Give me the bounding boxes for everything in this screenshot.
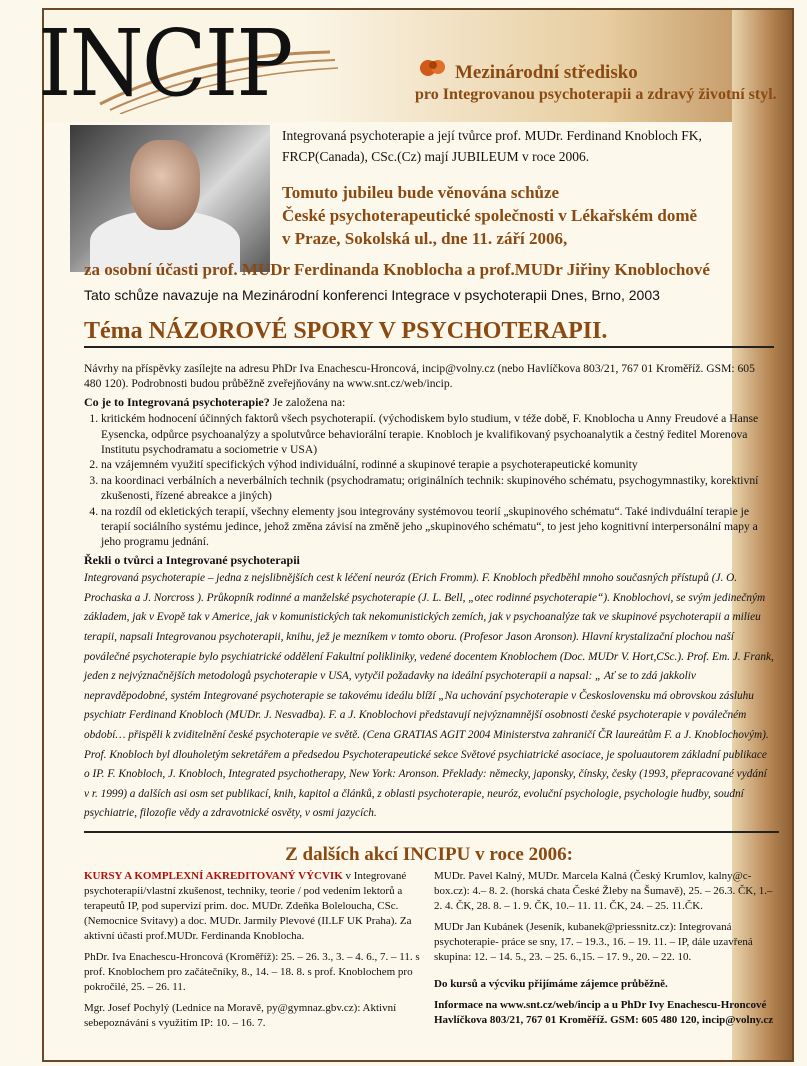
contact-info: Informace na www.snt.cz/web/incip a u PhDr Ivy Enachescu-Hroncové Havlíčkova 803/21, 767 01 Kroměříž. GSM: 605 480 120, incip@volny.cz <box>434 999 774 1026</box>
biography-text: Prof. Knobloch byl dlouholetým sekretářem a předsedou Psychoterapeutické sekce Světové psychiatrické asociace, je spoluautorem základní publikace o IP. F. Knobloch, J. Knobloch, Integrated psychotherapy, New York: Aronson. Překlady: německy, japonsky, čínsky, česky (1993, přepracované vydání v r. 1999) a dalších asi osm set publikací, knih, kapitol a článků, z oblasti psychoterapie, neuróz, evoluční psychologie, psychologie hudby, soudní psychiatrie, filozofie vědy a zdravotnické osvěty, v osmi jazycích. <box>84 748 767 820</box>
event-item: PhDr. Iva Enachescu-Hroncová (Kroměříž): 25. – 26. 3., 3. – 4. 6., 7. – 11. s prof. Knoblochem pro začátečníky, 8., 14. – 18. 8. s prof. Knoblochem pro pokročilé, 25. – 26. 11. <box>84 951 420 993</box>
photo-face <box>130 140 200 230</box>
jubilee-line-3: v Praze, Sokolská ul., dne 11. září 2006, <box>282 229 568 248</box>
list-item: 4. na rozdíl od ekletických terapií, všechny elementy jsou integrovány systémovou teorií „skupinového schématu“. Také indivduální terapie je terapií sociálního systému jedince, jehož změna závisí na změně jeho „skupinového schématu“, to jest jeho kognitivní interpersonální mapy a jeho programu jednání. <box>101 504 774 550</box>
list-item: 2. na vzájemném využití specifických výhod individuální, rodinné a skupinové terapie a psychoterapeutické komunity <box>101 457 774 472</box>
list-item: 1. kritickém hodnocení účinných faktorů všech psychoterapií. (východiskem bylo studium, v téže době, F. Knoblocha u Anny Freudové a Hanse Eysencka, odpůrce psychoanalýzy a spolutvůrce behaviorální terapie. Knobloch je kvalifikovaný psychoanalytik a čestný ředitel Morenova Institutu psychodramatu a sociometrie v USA) <box>101 411 774 457</box>
what-list <box>84 411 774 550</box>
what-heading-bold: Co je to Integrovaná psychoterapie? <box>84 394 270 409</box>
org-title: Mezinárodní středisko <box>455 62 638 83</box>
divider <box>84 831 779 833</box>
events-left-column <box>84 869 422 1037</box>
jubilee-line-1: Tomuto jubileu bude věnována schůze <box>282 183 560 202</box>
topic-heading: Téma NÁZOROVÉ SPORY V PSYCHOTERAPII. <box>84 318 774 348</box>
list-item: 3. na koordinaci verbálních a neverbálních technik (psychodramatu; originálních technik: skupinového schématu, psychogymnastiky, korektivní zkušenosti, řízené abreakce a jiných) <box>101 473 774 504</box>
said-heading: Řekli o tvůrci a Integrované psychoterapii <box>84 552 300 567</box>
incip-logo: INCIP <box>38 10 292 117</box>
jubilee-announcement <box>282 181 782 250</box>
conference-note: Tato schůze navazuje na Mezinárodní konferenci Integrace v psychoterapii Dnes, Brno, 2003 <box>84 287 660 303</box>
events-right-column <box>434 869 780 1034</box>
enrollment-note: Do kursů a výcviku přijímáme zájemce průběžně. <box>434 978 668 990</box>
courses-text: v Integrované psychoterapii/vlastní zkušenost, techniky, teorie / pod vedením lektorů a terapeutů IP, pod supervizí prim. doc. MUDr. Zdeňka Boleloucha, CSc. (Nemocnice Svitavy) a doc. MUDr. Jarmily Plevové (II.LF UK Praha). Za aktivní účasti prof.MUDr. Ferdinanda Knoblocha. <box>84 870 412 942</box>
event-item: Mgr. Josef Pochylý (Lednice na Moravě, py@gymnaz.gbv.cz): Aktivní sebepoznávání s využitím IP: 10. – 16. 7. <box>84 1002 397 1029</box>
org-subtitle: pro Integrovanou psychoterapii a zdravý životní styl. <box>415 86 777 103</box>
courses-paragraph <box>84 869 422 944</box>
main-body <box>84 361 774 824</box>
quotes-text: Integrovaná psychoterapie – jedna z nejslibnějších cest k léčení neuróz (Erich Fromm). F. Knobloch předběhl mnoho současných přístupů (J. O. Prochaska a J. Norcross ). Průkopník rodinné a manželské psychoterapie (J. L. Bell, „otec rodinné psychoterapie“). Knoblochovi, se svým jedinečným základem, jak v Evopě tak v Americe, jak v komunistických tak nekomunistických zemích, jak v psychoanalýze tak ve skupinové psychoterapii a milieu terapii, napsali Integrovanou psychoterapii, knihu, jež je mezníkem v tomto oboru. (Profesor Jason Aronson). Hlavní krystalizační plochou naší poválečné psychoterapie bylo psychiatrické oddělení Fakultní polikliniky, vedené docentem Knoblochem (Doc. MUDr V. Hort,CSc.). Prof. Em. J. Frank, jeden z nejvýznačnějších metodologů psychoterapie v USA, vytyčil požadavky na ideální psychoterapii a napsal: „ Ať se to zdá jakkoliv nepravděpodobné, systém Integrované psychoterapie se takovému ideálu blíží „Na uchování psychoterapie v Československu má obrovskou zásluhu psychiatr Ferdinand Knobloch (MUDr. J. Nesvadba). F. a J. Knoblochovi představují nejvýznamnější osobnosti české psychoterapie v poválečném období… přispěli k zviditelnění české psychoterapie ve světě. (Cena GRATIAS AGIT 2004 Ministerstva zahraničí ČR laureátům F. a J. Knoblochovým). <box>84 572 774 742</box>
event-item: MUDr Jan Kubánek (Jeseník, kubanek@priessnitz.cz): Integrovaná psychoterapie- práce se sny, 17. – 19.3., 16. – 19. 11. – IP, dále uzavřená skupina: 12. – 14. 5., 23. – 25. 6.,15. – 17. 9., 20. – 22. 10. <box>434 921 753 963</box>
what-heading <box>84 395 774 410</box>
submissions-text: Návrhy na příspěvky zasílejte na adresu PhDr Iva Enachescu-Hroncová, incip@volny.cz (nebo Havlíčkova 803/21, 767 01 Kroměříž. GSM: 605 480 120). Podrobnosti budou průběžně zveřejňovány na www.snt.cz/web/incip. <box>84 362 755 391</box>
intro-text: Integrovaná psychoterapie a její tvůrce prof. MUDr. Ferdinand Knobloch FK, FRCP(Canada), CSc.(Cz) mají JUBILEUM v roce 2006. <box>282 128 702 164</box>
rose-icon <box>418 56 448 80</box>
event-item: MUDr. Pavel Kalný, MUDr. Marcela Kalná (Český Krumlov, kalny@c-box.cz): 4.– 8. 2. (horská chata České Žleby na Šumavě), 25. – 26.3. ČK, 1.– 2. 4. ČK, 28. 8. – 1. 9. ČK, 10.– 11. 11. ČK, 24. – 25. 11.ČK. <box>434 870 773 912</box>
courses-title: KURSY A KOMPLEXNÍ AKREDITOVANÝ VÝCVIK <box>84 870 343 882</box>
portrait-photo <box>70 125 270 272</box>
jubilee-line-2: České psychoterapeutické společnosti v Lékařském domě <box>282 206 698 225</box>
events-heading: Z dalších akcí INCIPU v roce 2006: <box>285 844 573 865</box>
what-heading-tail: Je založena na: <box>269 394 346 409</box>
jubilee-line-4: za osobní účasti prof. MUDr Ferdinanda Knoblocha a prof.MUDr Jiřiny Knoblochové <box>84 260 710 279</box>
